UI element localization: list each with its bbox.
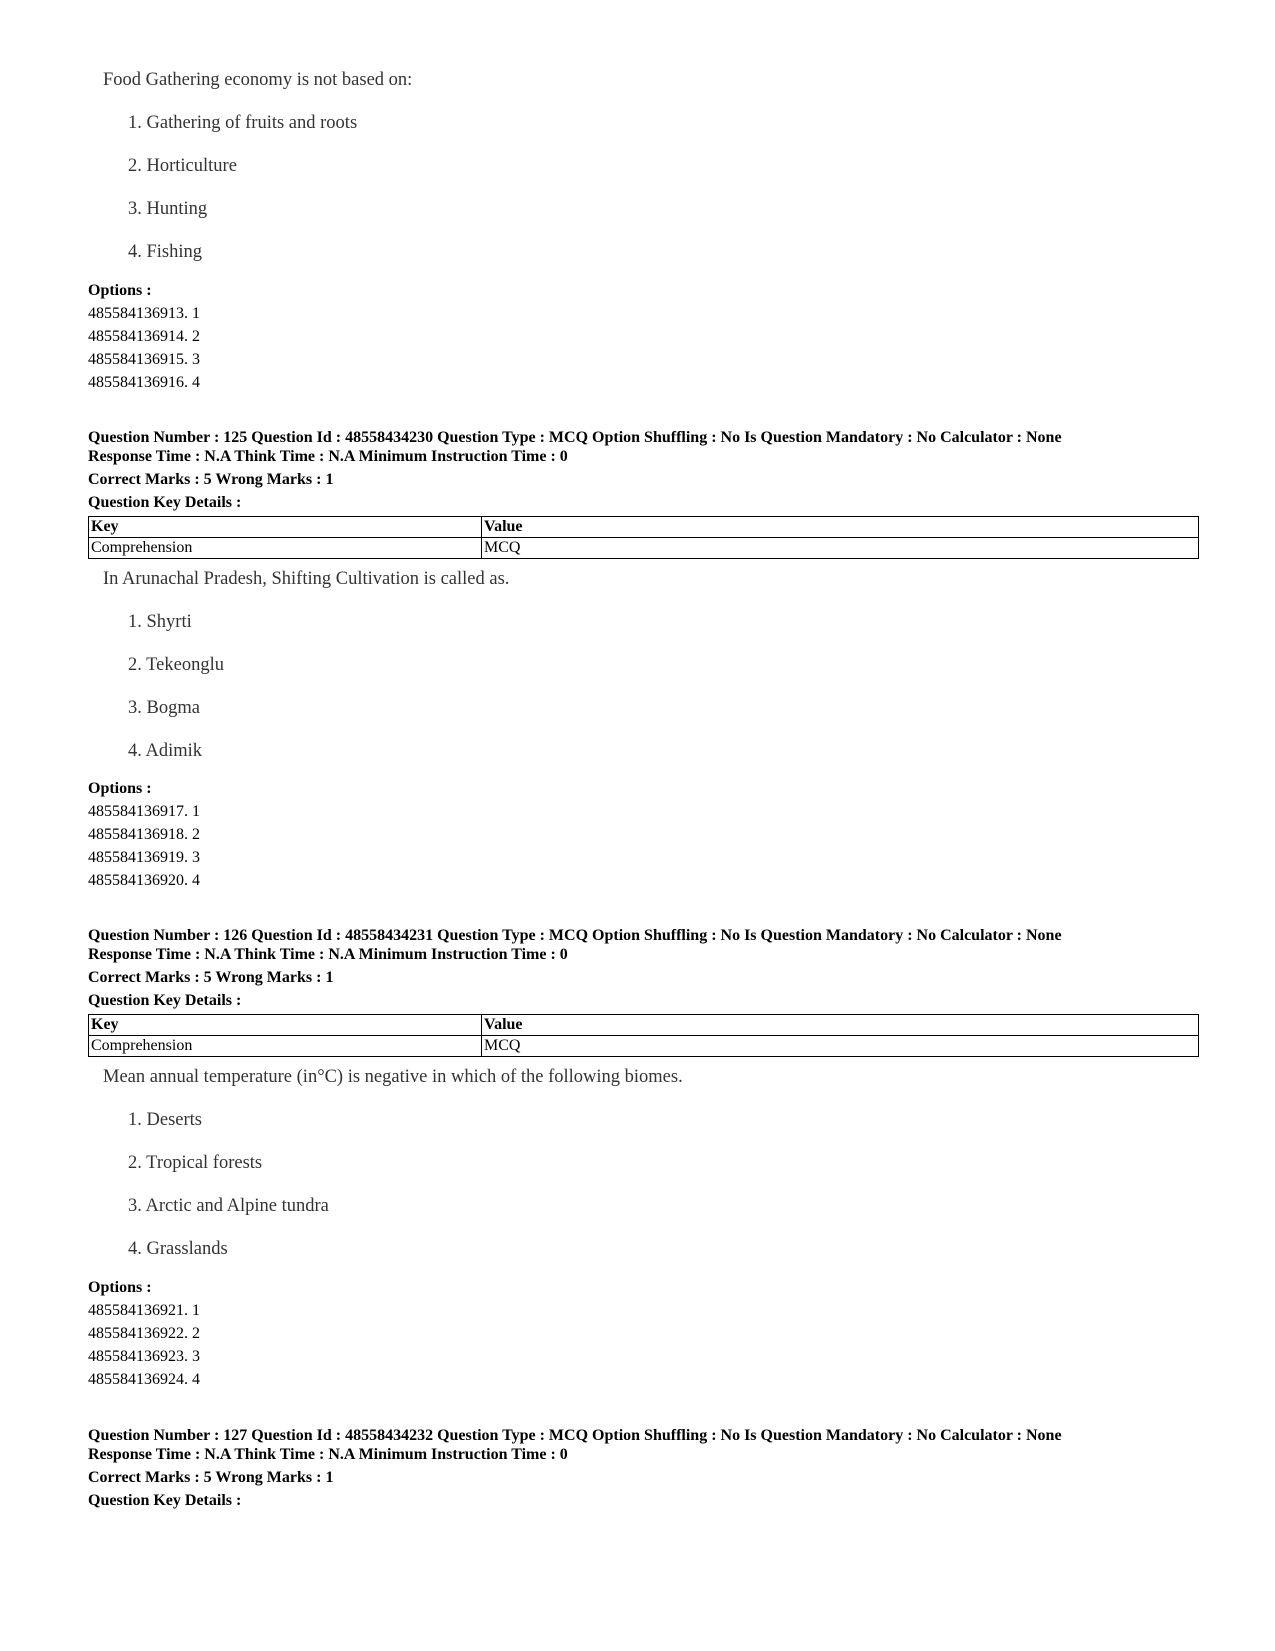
question-meta-line: Response Time : N.A Think Time : N.A Minimum Instruction Time : 0 <box>88 946 568 963</box>
table-cell-value: MCQ <box>482 538 1199 559</box>
table-header-key: Key <box>89 1015 482 1036</box>
table-cell-key: Comprehension <box>89 538 482 559</box>
options-label: Options : <box>88 780 152 797</box>
option-id-line: 485584136920. 4 <box>88 872 200 889</box>
table-row <box>89 538 1199 559</box>
option-id-line: 485584136914. 2 <box>88 328 200 345</box>
table-header-row <box>89 1015 1199 1036</box>
question-meta-line: Question Number : 126 Question Id : 48558434231 Question Type : MCQ Option Shuffling : No Is Question Mandatory : No Calculator : None <box>88 927 1062 944</box>
key-details-label: Question Key Details : <box>88 992 242 1009</box>
question-meta-line: Question Number : 127 Question Id : 48558434232 Question Type : MCQ Option Shuffling : No Is Question Mandatory : No Calculator : None <box>88 1427 1062 1444</box>
option-id-line: 485584136915. 3 <box>88 351 200 368</box>
table-row <box>89 1036 1199 1057</box>
question-text: In Arunachal Pradesh, Shifting Cultivation is called as. <box>103 569 510 589</box>
key-details-label: Question Key Details : <box>88 1492 242 1509</box>
question-text: Mean annual temperature (in°C) is negative in which of the following biomes. <box>103 1067 683 1087</box>
option-id-line: 485584136918. 2 <box>88 826 200 843</box>
key-details-table <box>88 1014 1199 1057</box>
option-id-line: 485584136919. 3 <box>88 849 200 866</box>
choice-item: 4. Grasslands <box>128 1239 228 1259</box>
option-id-line: 485584136916. 4 <box>88 374 200 391</box>
marks-line: Correct Marks : 5 Wrong Marks : 1 <box>88 471 334 488</box>
choice-item: 4. Fishing <box>128 242 203 262</box>
question-meta-line: Response Time : N.A Think Time : N.A Minimum Instruction Time : 0 <box>88 1446 568 1463</box>
table-header-value: Value <box>482 517 1199 538</box>
question-meta <box>88 926 1198 964</box>
option-id-line: 485584136922. 2 <box>88 1325 200 1342</box>
option-id-line: 485584136917. 1 <box>88 803 200 820</box>
key-details-label: Question Key Details : <box>88 494 242 511</box>
choice-item: 2. Tropical forests <box>128 1153 263 1173</box>
choice-item: 1. Shyrti <box>128 612 192 632</box>
table-header-value: Value <box>482 1015 1199 1036</box>
choice-item: 4. Adimik <box>128 741 203 761</box>
choice-item: 1. Gathering of fruits and roots <box>128 113 358 133</box>
marks-line: Correct Marks : 5 Wrong Marks : 1 <box>88 969 334 986</box>
table-cell-value: MCQ <box>482 1036 1199 1057</box>
marks-line: Correct Marks : 5 Wrong Marks : 1 <box>88 1469 334 1486</box>
choice-item: 3. Hunting <box>128 199 208 219</box>
option-id-line: 485584136921. 1 <box>88 1302 200 1319</box>
option-id-line: 485584136924. 4 <box>88 1371 200 1388</box>
question-meta-line: Response Time : N.A Think Time : N.A Minimum Instruction Time : 0 <box>88 448 568 465</box>
choice-item: 2. Tekeonglu <box>128 655 224 675</box>
options-label: Options : <box>88 1279 152 1296</box>
key-details-table <box>88 516 1199 559</box>
table-header-row <box>89 517 1199 538</box>
choice-item: 3. Bogma <box>128 698 200 718</box>
options-label: Options : <box>88 282 152 299</box>
question-meta-line: Question Number : 125 Question Id : 48558434230 Question Type : MCQ Option Shuffling : No Is Question Mandatory : No Calculator : None <box>88 429 1062 446</box>
option-id-line: 485584136913. 1 <box>88 305 200 322</box>
table-header-key: Key <box>89 517 482 538</box>
option-id-line: 485584136923. 3 <box>88 1348 200 1365</box>
question-meta <box>88 428 1198 466</box>
question-text: Food Gathering economy is not based on: <box>103 70 413 90</box>
question-meta <box>88 1426 1198 1464</box>
choice-item: 1. Deserts <box>128 1110 202 1130</box>
choice-item: 3. Arctic and Alpine tundra <box>128 1196 329 1216</box>
choice-item: 2. Horticulture <box>128 156 237 176</box>
table-cell-key: Comprehension <box>89 1036 482 1057</box>
